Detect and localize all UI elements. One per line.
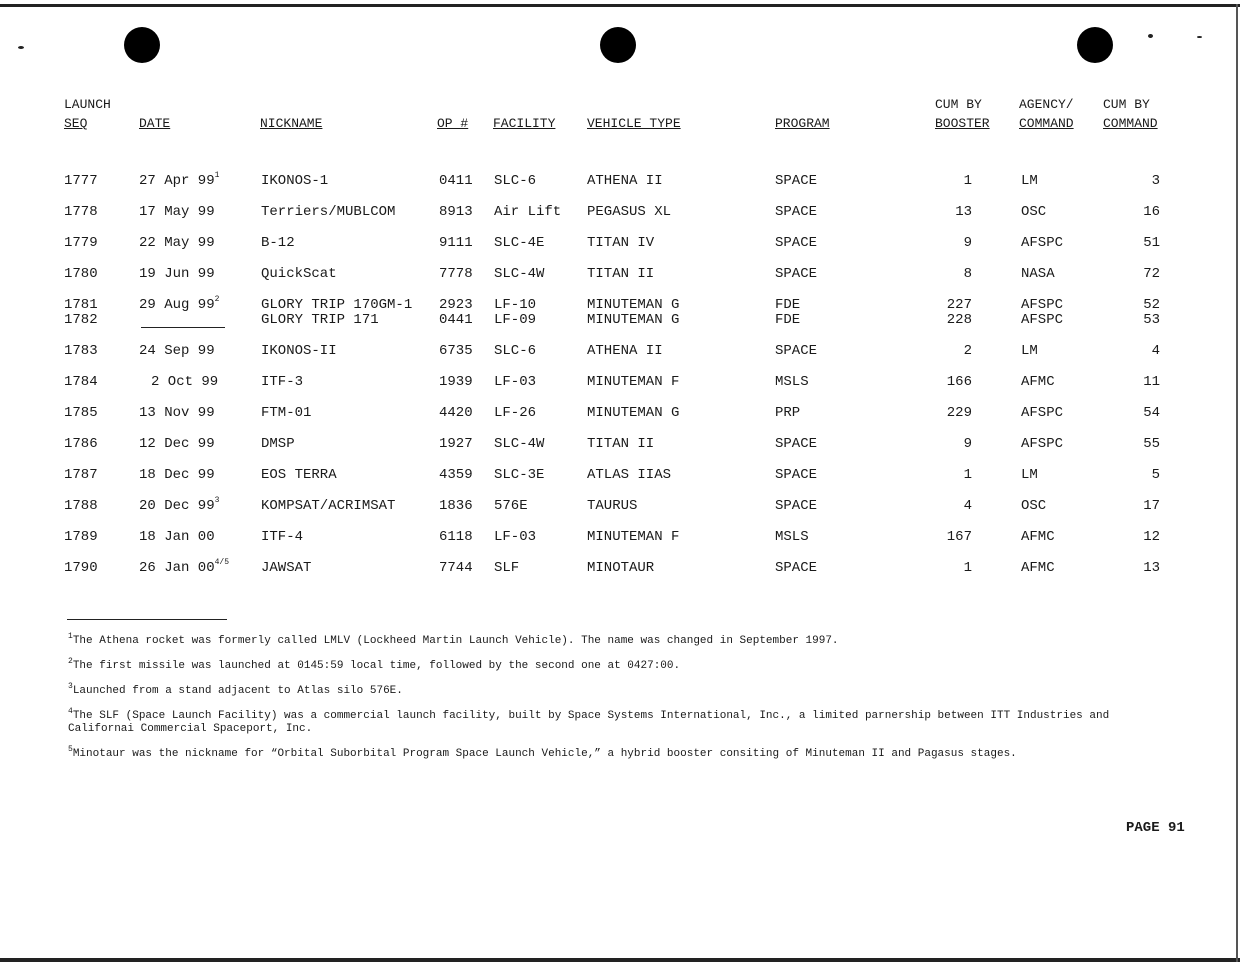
cell-facility: LF-09 xyxy=(494,312,537,328)
cell-facility: SLC-4E xyxy=(494,235,545,251)
cell-agency: AFSPC xyxy=(1021,235,1064,251)
footnote-number: 5 xyxy=(68,745,73,754)
cell-agency: AFSPC xyxy=(1021,297,1064,313)
header-cum-command: COMMAND xyxy=(1103,116,1158,131)
cell-agency: OSC xyxy=(1021,204,1047,220)
cell-date: 29 Aug $99^2$ xyxy=(139,295,220,313)
header-facility: FACILITY xyxy=(493,116,556,131)
cell-op: 0441 xyxy=(439,312,473,328)
cell-vehicle: ATHENA II xyxy=(587,343,663,359)
cell-cum-command: 11 xyxy=(1143,374,1160,390)
cell-nickname: ITF-4 xyxy=(261,529,304,545)
cell-facility: 576E xyxy=(494,498,528,514)
cell-cum-booster: 166 xyxy=(946,374,972,390)
footnote xyxy=(68,682,1178,698)
footnote xyxy=(68,657,1178,673)
cell-cum-command: 52 xyxy=(1143,297,1160,313)
cell-cum-booster: 2 xyxy=(963,343,972,359)
header-agency-top: AGENCY/ xyxy=(1019,97,1074,112)
cell-nickname: GLORY TRIP 170GM-1 xyxy=(261,297,413,313)
cell-seq: 1781 xyxy=(64,297,98,313)
header-op-number: OP # xyxy=(437,116,469,131)
cell-nickname: KOMPSAT/ACRIMSAT xyxy=(261,498,396,514)
cell-op: 4420 xyxy=(439,405,473,421)
cell-facility: Air Lift xyxy=(494,204,562,220)
cell-nickname: Terriers/MUBLCOM xyxy=(261,204,396,220)
cell-op: 8913 xyxy=(439,204,473,220)
cell-op: 1836 xyxy=(439,498,473,514)
cell-vehicle: TITAN IV xyxy=(587,235,655,251)
cell-program: SPACE xyxy=(775,173,818,189)
cell-program: FDE xyxy=(775,297,801,313)
cell-vehicle: MINUTEMAN G xyxy=(587,312,680,328)
cell-cum-command: 16 xyxy=(1143,204,1160,220)
cell-program: SPACE xyxy=(775,560,818,576)
cell-nickname: FTM-01 xyxy=(261,405,312,421)
cell-agency: AFMC xyxy=(1021,374,1055,390)
cell-date: 17 May 99 xyxy=(139,204,215,220)
cell-seq: 1789 xyxy=(64,529,98,545)
cell-agency: AFMC xyxy=(1021,529,1055,545)
cell-program: PRP xyxy=(775,405,801,421)
header-cum-command-top: CUM BY xyxy=(1103,97,1150,112)
cell-nickname: JAWSAT xyxy=(261,560,312,576)
cell-agency: AFSPC xyxy=(1021,312,1064,328)
cell-program: SPACE xyxy=(775,343,818,359)
cell-program: SPACE xyxy=(775,266,818,282)
header-program: PROGRAM xyxy=(775,116,830,131)
cell-seq: 1783 xyxy=(64,343,98,359)
cell-date: 26 Jan $00^{4/5}$ xyxy=(139,558,230,576)
cell-program: SPACE xyxy=(775,204,818,220)
header-launch-seq: SEQ xyxy=(64,116,88,131)
footnote-number: 2 xyxy=(68,657,73,666)
page-top-border xyxy=(0,4,1240,7)
cell-date: 18 Jan 00 xyxy=(139,529,215,545)
cell-cum-command: 51 xyxy=(1143,235,1160,251)
cell-cum-command: 55 xyxy=(1143,436,1160,452)
footnote xyxy=(68,745,1178,761)
cell-nickname: GLORY TRIP 171 xyxy=(261,312,379,328)
punch-hole-left xyxy=(124,27,160,63)
cell-program: MSLS xyxy=(775,374,809,390)
cell-op: 0411 xyxy=(439,173,473,189)
cell-seq: 1787 xyxy=(64,467,98,483)
cell-cum-command: 13 xyxy=(1143,560,1160,576)
header-vehicle-type: VEHICLE TYPE xyxy=(587,116,681,131)
cell-date: 18 Dec 99 xyxy=(139,467,215,483)
cell-vehicle: PEGASUS XL xyxy=(587,204,672,220)
cell-cum-booster: 1 xyxy=(963,173,972,189)
cell-seq: 1782 xyxy=(64,312,98,328)
cell-vehicle: ATHENA II xyxy=(587,173,663,189)
cell-facility: SLC-3E xyxy=(494,467,545,483)
cell-vehicle: TITAN II xyxy=(587,266,655,282)
cell-cum-booster: 4 xyxy=(963,498,972,514)
cell-cum-booster: 228 xyxy=(946,312,972,328)
header-launch-seq-top: LAUNCH xyxy=(64,97,111,112)
cell-cum-booster: 8 xyxy=(963,266,972,282)
cell-cum-booster: 1 xyxy=(963,560,972,576)
cell-vehicle: MINUTEMAN F xyxy=(587,374,680,390)
cell-program: MSLS xyxy=(775,529,809,545)
cell-agency: AFSPC xyxy=(1021,436,1064,452)
cell-cum-command: 54 xyxy=(1143,405,1160,421)
cell-date: 12 Dec 99 xyxy=(139,436,215,452)
cell-cum-command: 53 xyxy=(1143,312,1160,328)
cell-date: 13 Nov 99 xyxy=(139,405,215,421)
cell-agency: OSC xyxy=(1021,498,1047,514)
cell-nickname: IKONOS-1 xyxy=(261,173,329,189)
cell-facility: SLC-4W xyxy=(494,436,545,452)
cell-op: 2923 xyxy=(439,297,473,313)
header-cum-booster-top: CUM BY xyxy=(935,97,982,112)
cell-cum-command: 17 xyxy=(1143,498,1160,514)
cell-seq: 1784 xyxy=(64,374,98,390)
cell-seq: 1785 xyxy=(64,405,98,421)
cell-nickname: ITF-3 xyxy=(261,374,304,390)
footnote-text: The SLF (Space Launch Facility) was a commercial launch facility, built by Space Systems International, Inc., a limited parnership between ITT Industries and Californai Commercial Spaceport, Inc. xyxy=(68,710,1110,735)
cell-vehicle: MINUTEMAN G xyxy=(587,405,680,421)
punch-hole-right xyxy=(1077,27,1113,63)
cell-nickname: B-12 xyxy=(261,235,295,251)
footnote-number: 1 xyxy=(68,632,73,641)
cell-facility: LF-10 xyxy=(494,297,537,313)
cell-facility: SLC-4W xyxy=(494,266,545,282)
header-agency-command: COMMAND xyxy=(1019,116,1074,131)
cell-cum-command: 4 xyxy=(1151,343,1160,359)
cell-program: SPACE xyxy=(775,498,818,514)
cell-vehicle: TITAN II xyxy=(587,436,655,452)
cell-seq: 1790 xyxy=(64,560,98,576)
cell-date: 24 Sep 99 xyxy=(139,343,215,359)
cell-seq: 1780 xyxy=(64,266,98,282)
cell-cum-command: 5 xyxy=(1151,467,1160,483)
cell-vehicle: MINOTAUR xyxy=(587,560,655,576)
cell-op: 7778 xyxy=(439,266,473,282)
cell-date: 2 Oct 99 xyxy=(151,374,219,390)
cell-seq: 1779 xyxy=(64,235,98,251)
cell-facility: LF-03 xyxy=(494,529,537,545)
cell-nickname: IKONOS-II xyxy=(261,343,337,359)
footnote-ref: 4/5 xyxy=(214,558,230,567)
cell-op: 4359 xyxy=(439,467,473,483)
cell-agency: AFSPC xyxy=(1021,405,1064,421)
cell-nickname: EOS TERRA xyxy=(261,467,337,483)
cell-op: 7744 xyxy=(439,560,473,576)
cell-agency: NASA xyxy=(1021,266,1055,282)
cell-cum-booster: 227 xyxy=(946,297,972,313)
cell-facility: LF-26 xyxy=(494,405,537,421)
cell-facility: SLC-6 xyxy=(494,343,537,359)
cell-seq: 1778 xyxy=(64,204,98,220)
cell-cum-booster: 167 xyxy=(946,529,972,545)
cell-seq: 1777 xyxy=(64,173,98,189)
cell-program: SPACE xyxy=(775,235,818,251)
page-number: PAGE 91 xyxy=(1126,820,1185,836)
cell-vehicle: TAURUS xyxy=(587,498,638,514)
cell-vehicle: ATLAS IIAS xyxy=(587,467,672,483)
cell-cum-command: 12 xyxy=(1143,529,1160,545)
scan-speck xyxy=(1148,34,1153,38)
cell-date: 19 Jun 99 xyxy=(139,266,215,282)
cell-date: 27 Apr $99^1$ xyxy=(139,171,220,189)
cell-op: 1927 xyxy=(439,436,473,452)
page-right-border xyxy=(1236,4,1238,962)
cell-agency: LM xyxy=(1021,467,1038,483)
page-bottom-border xyxy=(0,958,1240,962)
cell-seq: 1786 xyxy=(64,436,98,452)
cell-facility: LF-03 xyxy=(494,374,537,390)
cell-date: 22 May 99 xyxy=(139,235,215,251)
cell-nickname: DMSP xyxy=(261,436,295,452)
footnote xyxy=(68,632,1178,648)
cell-cum-command: 72 xyxy=(1143,266,1160,282)
scan-speck xyxy=(1197,36,1202,38)
cell-seq: 1788 xyxy=(64,498,98,514)
cell-vehicle: MINUTEMAN F xyxy=(587,529,680,545)
footnote-text: Launched from a stand adjacent to Atlas silo 576E. xyxy=(72,685,403,697)
footnote xyxy=(68,707,1178,736)
cell-agency: AFMC xyxy=(1021,560,1055,576)
cell-agency: LM xyxy=(1021,343,1038,359)
cell-cum-booster: 9 xyxy=(963,436,972,452)
footnote-text: The first missile was launched at 0145:59 local time, followed by the second one at 0427:00. xyxy=(72,660,681,672)
scan-speck xyxy=(18,46,24,49)
footnote-number: 4 xyxy=(68,707,73,716)
cell-cum-booster: 9 xyxy=(963,235,972,251)
cell-agency: LM xyxy=(1021,173,1038,189)
cell-date: 20 Dec $99^3$ xyxy=(139,496,220,514)
cell-op: 1939 xyxy=(439,374,473,390)
footnote-text: Minotaur was the nickname for “Orbital Suborbital Program Space Launch Vehicle,” a hybrid booster consiting of Minuteman II and Pagasus stages. xyxy=(72,748,1017,760)
cell-cum-command: 3 xyxy=(1151,173,1160,189)
header-nickname: NICKNAME xyxy=(260,116,323,131)
cell-vehicle: MINUTEMAN G xyxy=(587,297,680,313)
footnote-ref: 1 xyxy=(214,171,220,180)
footnote-ref: 3 xyxy=(214,496,220,505)
cell-cum-booster: 13 xyxy=(955,204,972,220)
cell-facility: SLC-6 xyxy=(494,173,537,189)
footnote-number: 3 xyxy=(68,682,73,691)
header-date: DATE xyxy=(139,116,171,131)
cell-program: SPACE xyxy=(775,467,818,483)
footnote-rule xyxy=(67,619,227,620)
header-cum-booster: BOOSTER xyxy=(935,116,990,131)
cell-program: SPACE xyxy=(775,436,818,452)
punch-hole-center xyxy=(600,27,636,63)
cell-op: 6118 xyxy=(439,529,473,545)
cell-op: 6735 xyxy=(439,343,473,359)
cell-program: FDE xyxy=(775,312,801,328)
footnote-text: The Athena rocket was formerly called LMLV (Lockheed Martin Launch Vehicle). The name was changed in September 1997. xyxy=(72,635,839,647)
cell-cum-booster: 1 xyxy=(963,467,972,483)
footnote-ref: 2 xyxy=(214,295,220,304)
cell-nickname: QuickScat xyxy=(261,266,337,282)
same-date-rule xyxy=(141,327,225,328)
cell-op: 9111 xyxy=(439,235,473,251)
cell-facility: SLF xyxy=(494,560,520,576)
cell-cum-booster: 229 xyxy=(946,405,972,421)
